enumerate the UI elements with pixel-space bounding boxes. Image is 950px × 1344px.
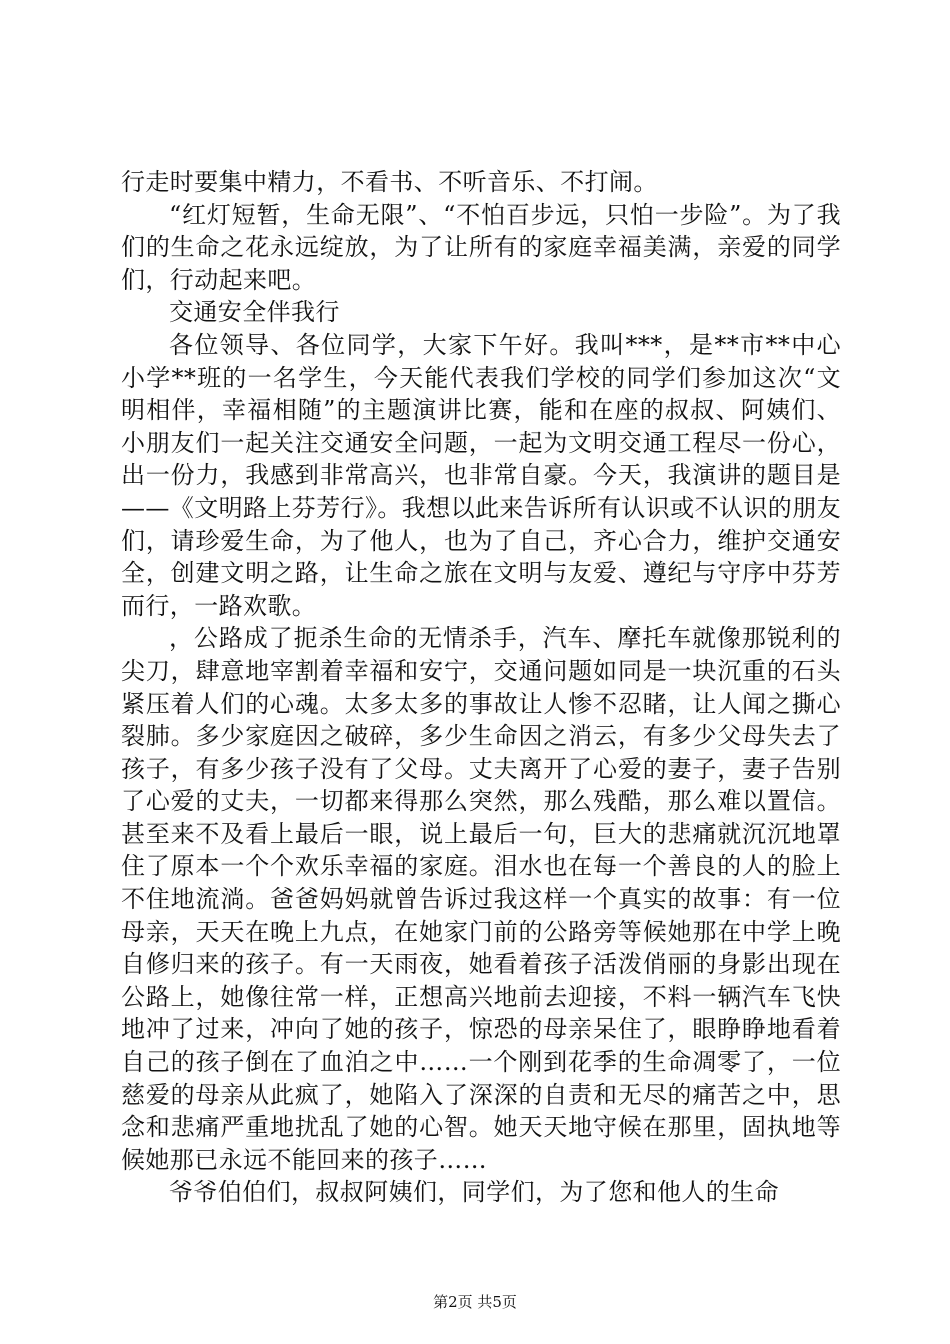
paragraph-greeting: 各位领导、各位同学，大家下午好。我叫***，是**市**中心小学**班的一名学生，今天能代表我们学校的同学们参加这次“文明相伴，幸福相随”的主题演讲比赛，能和在座的叔叔、阿姨们、小朋友们一起关注交通安全问题，一起为文明交通工程尽一份心，出一份力，我感到非常高兴，也非常自豪。今天，我演讲的题目是——《文明路上芬芳行》。我想以此来告诉所有认识或不认识的朋友们，请珍爱生命，为了他人，也为了自己，齐心合力，维护交通安全，创建文明之路，让生命之旅在文明与友爱、遵纪与守序中芬芳而行，一路欢歌。 (121, 330, 841, 620)
page-number-footer: 第2页 共5页 (433, 1293, 517, 1311)
body-text (121, 166, 841, 1209)
paragraph-continuation: 行走时要集中精力，不看书、不听音乐、不打闹。 (121, 168, 658, 196)
paragraph-story: ，公路成了扼杀生命的无情杀手，汽车、摩托车就像那锐利的尖刀，肆意地宰割着幸福和安宁，交通问题如同是一块沉重的石头紧压着人们的心魂。太多太多的事故让人惨不忍睹，让人闻之撕心裂肺。多少家庭因之破碎，多少生命因之消云，有多少父母失去了孩子，有多少孩子没有了父母。丈夫离开了心爱的妻子，妻子告别了心爱的丈夫，一切都来得那么突然，那么残酷，那么难以置信。甚至来不及看上最后一眼，说上最后一句，巨大的悲痛就沉沉地罩住了原本一个个欢乐幸福的家庭。泪水也在每一个善良的人的脸上不住地流淌。爸爸妈妈就曾告诉过我这样一个真实的故事：有一位母亲，天天在晚上九点，在她家门前的公路旁等候她那在中学上晚自修归来的孩子。有一天雨夜，她看着孩子活泼俏丽的身影出现在公路上，她像往常一样，正想高兴地前去迎接，不料一辆汽车飞快地冲了过来，冲向了她的孩子，惊恐的母亲呆住了，眼睁睁地看着自己的孩子倒在了血泊之中……一个刚到花季的生命凋零了，一位慈爱的母亲从此疯了，她陷入了深深的自责和无尽的痛苦之中，思念和悲痛严重地扰乱了她的心智。她天天地守候在那里，固执地等候她那已永远不能回来的孩子…… (121, 624, 841, 1174)
paragraph-closing: 爷爷伯伯们，叔叔阿姨们，同学们，为了您和他人的生命 (169, 1178, 779, 1207)
section-title: 交通安全伴我行 (169, 298, 340, 327)
paragraph-slogan: “红灯短暂，生命无限”、“不怕百步远，只怕一步险”。为了我们的生命之花永远绽放，为了让所有的家庭幸福美满，亲爱的同学们，行动起来吧。 (121, 200, 841, 294)
